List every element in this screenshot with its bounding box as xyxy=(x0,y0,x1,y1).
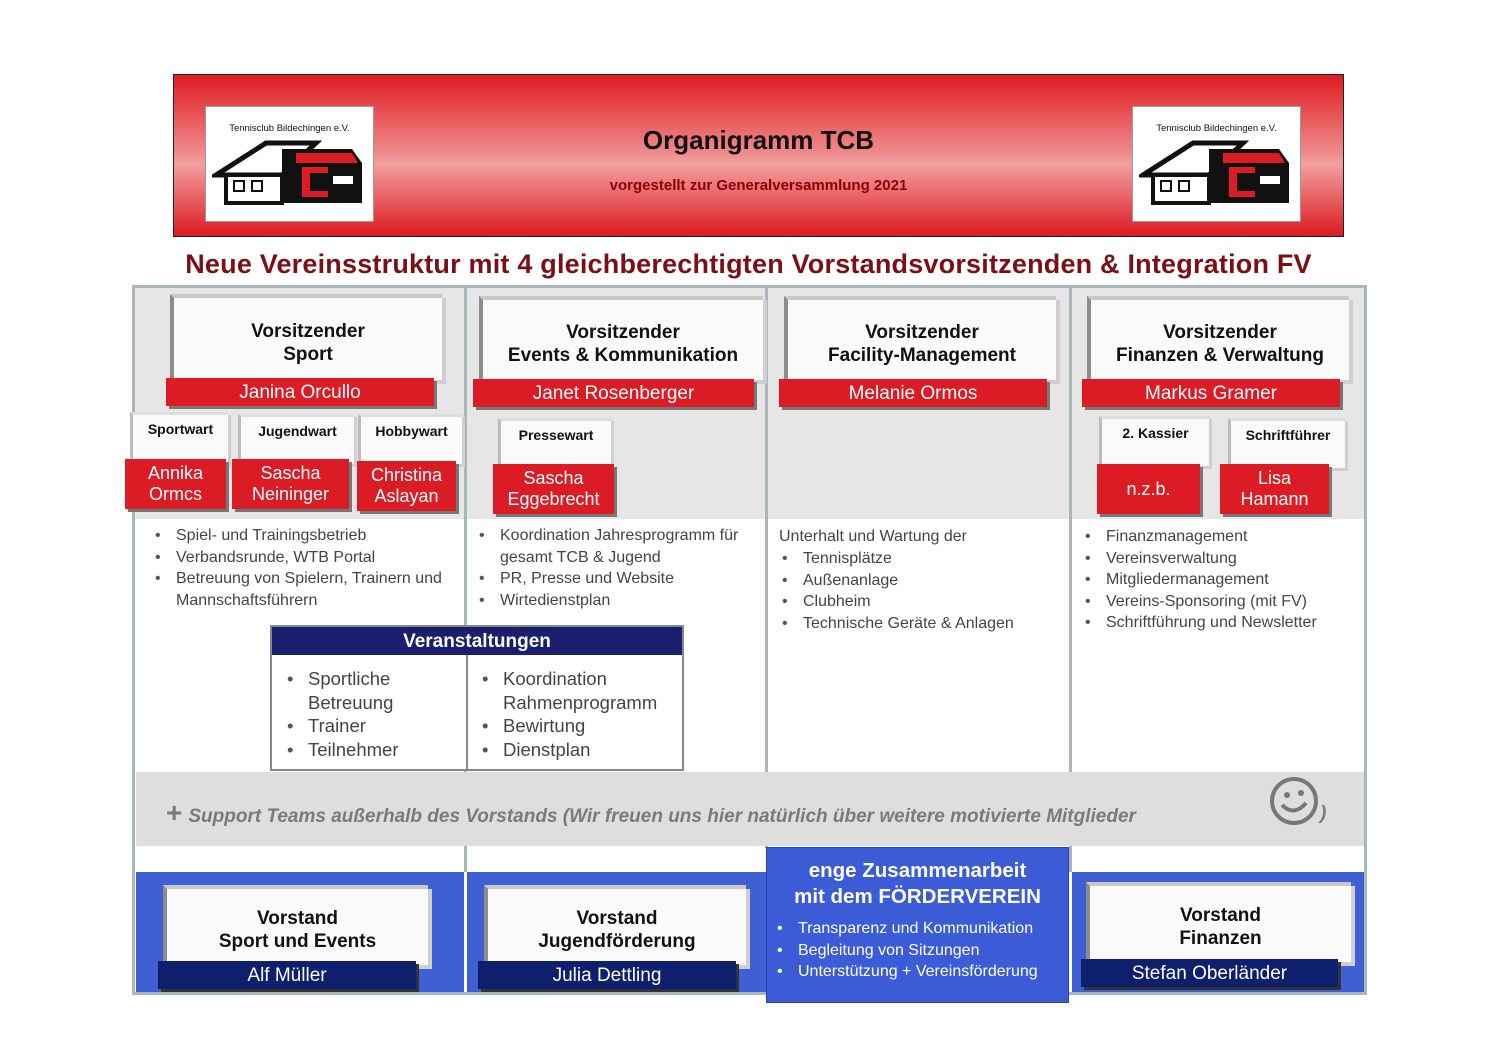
chair-title: Vorsitzender xyxy=(251,321,365,342)
board-sport-events-box: Vorstand Sport und Events xyxy=(163,885,428,965)
page-subtitle: vorgestellt zur Generalversammlung 2021 xyxy=(609,177,908,194)
list-item: • Sportliche Betreuung xyxy=(308,667,464,714)
list-item: • Vereinsverwaltung xyxy=(1106,548,1364,570)
list-item: • Vereins-Sponsoring (mit FV) xyxy=(1106,591,1364,613)
list-item: • Koordination Jahresprogramm für gesamt TCB & Jugend xyxy=(500,525,762,568)
chair-area: Finanzen & Verwaltung xyxy=(1116,345,1324,366)
foerderverein-list xyxy=(774,918,1064,983)
support-band xyxy=(136,772,1364,846)
page-title: Organigramm TCB xyxy=(642,125,875,155)
events-box xyxy=(270,625,684,771)
list-item: • Teilnehmer xyxy=(308,738,464,762)
board-youth-box: Vorstand Jugendförderung xyxy=(484,885,746,965)
list-item: • Trainer xyxy=(308,714,464,738)
chair-events-box xyxy=(479,296,763,380)
chair-sport-name: Janina Orcullo xyxy=(166,378,434,406)
support-close: ) xyxy=(1320,803,1327,824)
events-right-list xyxy=(479,667,679,761)
chair-sport-box xyxy=(170,294,442,380)
club-logo-right xyxy=(1132,106,1301,222)
role-tab: Hobbywart xyxy=(358,414,462,464)
chair-area: Sport xyxy=(283,344,333,365)
chair-facility-box xyxy=(784,296,1056,380)
board-sport-events-name: Alf Müller xyxy=(158,961,416,989)
role-person: Christina Aslayan xyxy=(357,461,456,511)
list-item: • Bewirtung xyxy=(503,714,679,738)
events-box-title: Veranstaltungen xyxy=(272,627,682,655)
chair-finance-box xyxy=(1087,296,1349,380)
chair-title: Vorsitzender xyxy=(865,322,979,343)
list-item: • Clubheim xyxy=(803,591,1065,613)
role-tab: Sportwart xyxy=(130,412,228,464)
list-item: • Technische Geräte & Anlagen xyxy=(803,613,1065,635)
list-item: • Mitgliedermanagement xyxy=(1106,569,1364,591)
list-item: • Koordination Rahmenprogramm xyxy=(503,667,679,714)
chair-facility-name: Melanie Ormos xyxy=(779,379,1047,407)
board-youth-name: Julia Dettling xyxy=(478,961,736,989)
chair-area: Facility-Management xyxy=(828,345,1016,366)
list-item: • Spiel- und Trainingsbetrieb xyxy=(176,525,452,547)
list-item: • Begleitung von Sitzungen xyxy=(798,940,1064,962)
foerderverein-box xyxy=(766,847,1069,1003)
support-text: + Support Teams außerhalb des Vorstands (Wir freuen uns hier natürlich über weitere motivierte Mitglieder xyxy=(166,797,1136,828)
list-item: • Verbandsrunde, WTB Portal xyxy=(176,547,452,569)
role-person: Sascha Eggebrecht xyxy=(493,464,614,514)
column-divider xyxy=(765,288,768,848)
facility-intro: Unterhalt und Wartung der xyxy=(779,528,967,545)
list-item: • PR, Presse und Website xyxy=(500,568,762,590)
plus-icon: + xyxy=(166,797,183,828)
role-person: Lisa Hamann xyxy=(1220,464,1329,514)
role-tab: Pressewart xyxy=(498,418,611,468)
events-tasks xyxy=(476,525,762,611)
list-item: • Außenanlage xyxy=(803,570,1065,592)
chair-title: Vorsitzender xyxy=(566,322,680,343)
list-item: • Dienstplan xyxy=(503,738,679,762)
chair-area: Events & Kommunikation xyxy=(507,345,739,366)
list-item: • Finanzmanagement xyxy=(1106,526,1364,548)
finance-tasks xyxy=(1082,526,1364,634)
role-tab: 2. Kassier xyxy=(1099,416,1209,466)
logo-text: Tennisclub Bildechingen e.V. xyxy=(1156,123,1277,134)
list-item: • Betreuung von Spielern, Trainern und Mannschaftsführern xyxy=(176,568,452,611)
role-tab: Schriftführer xyxy=(1228,418,1345,468)
events-box-divider xyxy=(466,655,468,771)
events-left-list xyxy=(284,667,464,761)
list-item: • Tennisplätze xyxy=(803,548,1065,570)
chair-events-name: Janet Rosenberger xyxy=(473,379,754,407)
facility-tasks xyxy=(779,548,1065,634)
foerderverein-title: enge Zusammenarbeit mit dem FÖRDERVEREIN xyxy=(794,859,1041,908)
logo-text: Tennisclub Bildechingen e.V. xyxy=(229,123,350,134)
role-person: n.z.b. xyxy=(1097,464,1200,514)
chair-title: Vorsitzender xyxy=(1163,322,1277,343)
sport-tasks xyxy=(152,525,452,611)
board-finance-name: Stefan Oberländer xyxy=(1081,959,1338,987)
header-banner xyxy=(173,74,1344,237)
structure-heading: Neue Vereinsstruktur mit 4 gleichberechtigten Vorstandsvorsitzenden & Integration FV xyxy=(185,249,1312,279)
role-person: Sascha Neininger xyxy=(232,459,349,509)
list-item: • Schriftführung und Newsletter xyxy=(1106,612,1364,634)
smiley-icon xyxy=(1268,775,1320,827)
club-logo-left xyxy=(205,106,374,222)
list-item: • Unterstützung + Vereinsförderung xyxy=(798,961,1064,983)
list-item: • Transparenz und Kommunikation xyxy=(798,918,1064,940)
chair-finance-name: Markus Gramer xyxy=(1082,379,1340,407)
board-finance-box: Vorstand Finanzen xyxy=(1086,882,1351,962)
list-item: • Wirtedienstplan xyxy=(500,590,762,612)
role-tab: Jugendwart xyxy=(238,414,354,464)
role-person: Annika Ormcs xyxy=(125,459,226,509)
